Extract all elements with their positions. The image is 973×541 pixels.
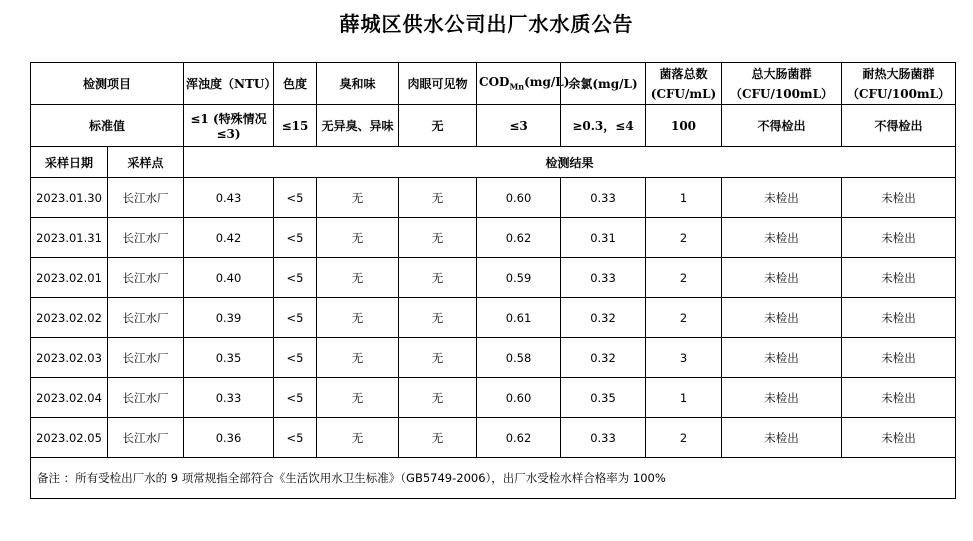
- cell-colony: 1: [646, 378, 722, 418]
- cell-cod: 0.62: [477, 418, 561, 458]
- cell-odor: 无: [317, 258, 399, 298]
- cell-date: 2023.01.30: [31, 178, 108, 218]
- cell-thermo: 未检出: [842, 258, 956, 298]
- standard-value: 无: [399, 105, 477, 147]
- cell-coliform: 未检出: [722, 298, 842, 338]
- cell-color: <5: [274, 178, 317, 218]
- cell-visible: 无: [399, 338, 477, 378]
- cell-date: 2023.02.01: [31, 258, 108, 298]
- note-row: [31, 458, 956, 499]
- note-text: 备注 ：所有受检出厂水的 9 项常规指全部符合《生活饮用水卫生标准》（GB5749-2006），出厂水受检水样合格率为 100%: [31, 458, 956, 499]
- cell-turbidity: 0.35: [184, 338, 274, 378]
- subheader-results: 检测结果: [184, 147, 956, 178]
- cell-turbidity: 0.40: [184, 258, 274, 298]
- header-coliform: 总大肠菌群 （CFU/100mL）: [722, 63, 842, 105]
- cell-odor: 无: [317, 298, 399, 338]
- cell-thermo: 未检出: [842, 378, 956, 418]
- cell-cod: 0.59: [477, 258, 561, 298]
- header-thermo-coliform: 耐热大肠菌群 （CFU/100mL）: [842, 63, 956, 105]
- cell-cod: 0.60: [477, 178, 561, 218]
- cell-visible: 无: [399, 378, 477, 418]
- cell-site: 长江水厂: [108, 378, 184, 418]
- cell-turbidity: 0.43: [184, 178, 274, 218]
- subheader-site: 采样点: [108, 147, 184, 178]
- standard-row: [31, 105, 956, 147]
- standard-value: 100: [646, 105, 722, 147]
- cell-color: <5: [274, 258, 317, 298]
- cell-color: <5: [274, 298, 317, 338]
- cell-odor: 无: [317, 338, 399, 378]
- cell-colony: 2: [646, 418, 722, 458]
- header-chlorine: 余氯(mg/L): [561, 63, 646, 105]
- cell-chlorine: 0.33: [561, 178, 646, 218]
- cell-date: 2023.02.03: [31, 338, 108, 378]
- cell-coliform: 未检出: [722, 258, 842, 298]
- subheader-date: 采样日期: [31, 147, 108, 178]
- cell-coliform: 未检出: [722, 418, 842, 458]
- cell-turbidity: 0.39: [184, 298, 274, 338]
- cell-cod: 0.62: [477, 218, 561, 258]
- data-rows: [31, 178, 956, 458]
- header-row: [31, 63, 956, 105]
- cell-site: 长江水厂: [108, 298, 184, 338]
- water-quality-table: [30, 62, 956, 499]
- cell-visible: 无: [399, 418, 477, 458]
- cell-coliform: 未检出: [722, 378, 842, 418]
- cell-turbidity: 0.36: [184, 418, 274, 458]
- cell-coliform: 未检出: [722, 218, 842, 258]
- cell-cod: 0.60: [477, 378, 561, 418]
- standard-value: ≤1 (特殊情况≤3): [184, 105, 274, 147]
- cell-chlorine: 0.31: [561, 218, 646, 258]
- header-turbidity: 浑浊度（NTU）: [184, 63, 274, 105]
- cell-visible: 无: [399, 258, 477, 298]
- standard-value: ≤15: [274, 105, 317, 147]
- cell-cod: 0.58: [477, 338, 561, 378]
- cell-odor: 无: [317, 178, 399, 218]
- subheader-row: [31, 147, 956, 178]
- cell-site: 长江水厂: [108, 338, 184, 378]
- cell-site: 长江水厂: [108, 218, 184, 258]
- cell-turbidity: 0.33: [184, 378, 274, 418]
- header-odor: 臭和味: [317, 63, 399, 105]
- standard-value: 无异臭、异味: [317, 105, 399, 147]
- cell-thermo: 未检出: [842, 418, 956, 458]
- header-cod: $COD_{Mn}(mg/L)$: [477, 63, 561, 105]
- cell-colony: 1: [646, 178, 722, 218]
- table-row: [31, 178, 956, 218]
- cell-chlorine: 0.32: [561, 338, 646, 378]
- standard-value: 不得检出: [722, 105, 842, 147]
- cell-cod: 0.61: [477, 298, 561, 338]
- cell-visible: 无: [399, 218, 477, 258]
- cell-colony: 2: [646, 298, 722, 338]
- cell-colony: 3: [646, 338, 722, 378]
- standard-value: ≤3: [477, 105, 561, 147]
- cell-visible: 无: [399, 298, 477, 338]
- table-row: [31, 378, 956, 418]
- cell-thermo: 未检出: [842, 298, 956, 338]
- cell-chlorine: 0.33: [561, 258, 646, 298]
- cell-date: 2023.02.02: [31, 298, 108, 338]
- cell-visible: 无: [399, 178, 477, 218]
- table-row: [31, 218, 956, 258]
- cell-odor: 无: [317, 418, 399, 458]
- cell-date: 2023.02.05: [31, 418, 108, 458]
- cell-site: 长江水厂: [108, 178, 184, 218]
- table-row: [31, 418, 956, 458]
- cell-odor: 无: [317, 378, 399, 418]
- cell-turbidity: 0.42: [184, 218, 274, 258]
- cell-colony: 2: [646, 258, 722, 298]
- cell-coliform: 未检出: [722, 338, 842, 378]
- header-color: 色度: [274, 63, 317, 105]
- cell-chlorine: 0.35: [561, 378, 646, 418]
- cell-color: <5: [274, 378, 317, 418]
- cell-color: <5: [274, 338, 317, 378]
- cell-date: 2023.02.04: [31, 378, 108, 418]
- table-row: [31, 258, 956, 298]
- standard-value: ≥0.3，≤4: [561, 105, 646, 147]
- table-row: [31, 298, 956, 338]
- cell-colony: 2: [646, 218, 722, 258]
- header-colony: 菌落总数 (CFU/mL): [646, 63, 722, 105]
- header-visible: 肉眼可见物: [399, 63, 477, 105]
- cell-thermo: 未检出: [842, 218, 956, 258]
- cell-color: <5: [274, 218, 317, 258]
- table-row: [31, 338, 956, 378]
- cell-color: <5: [274, 418, 317, 458]
- cell-coliform: 未检出: [722, 178, 842, 218]
- cell-site: 长江水厂: [108, 418, 184, 458]
- standard-value: 不得检出: [842, 105, 956, 147]
- cell-chlorine: 0.32: [561, 298, 646, 338]
- cell-site: 长江水厂: [108, 258, 184, 298]
- cell-chlorine: 0.33: [561, 418, 646, 458]
- standard-label: 标准值: [31, 105, 184, 147]
- header-item: 检测项目: [31, 63, 184, 105]
- page-title: 薛城区供水公司出厂水水质公告: [339, 12, 634, 36]
- cell-odor: 无: [317, 218, 399, 258]
- cell-date: 2023.01.31: [31, 218, 108, 258]
- cell-thermo: 未检出: [842, 178, 956, 218]
- cell-thermo: 未检出: [842, 338, 956, 378]
